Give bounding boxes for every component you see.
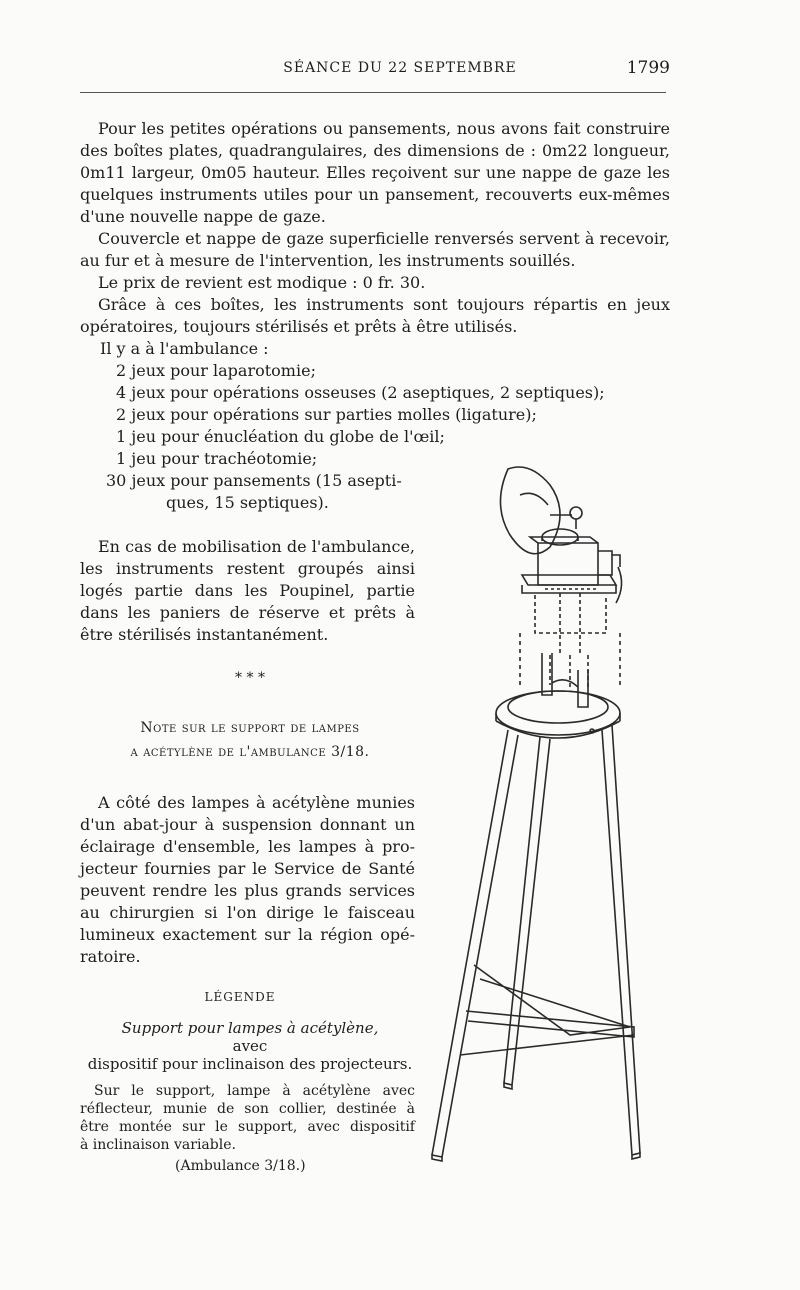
text-line: éclairage d'ensemble, les lampes à pro-	[80, 837, 415, 856]
legend-heading: LÉGENDE	[204, 990, 276, 1004]
text-line: quelques instruments utiles pour un pansement, recouverts eux-mêmes	[80, 185, 670, 204]
list-item: 2 jeux pour opérations sur parties molles (ligature);	[116, 405, 537, 424]
text-line: réflecteur, munie de son collier, destinée à	[80, 1101, 415, 1117]
note-title	[60, 716, 440, 764]
list-intro: Il y a à l'ambulance :	[100, 339, 269, 358]
text-line: dans les paniers de réserve et prêts à	[80, 603, 415, 622]
page-number: 1799	[626, 58, 670, 78]
text-line: être montée sur le support, avec dispositif	[80, 1119, 415, 1135]
text-line: ratoire.	[80, 947, 141, 966]
text-line: peuvent rendre les plus grands services	[80, 881, 415, 900]
list-item: ques, 15 septiques).	[166, 493, 329, 512]
text-line: Grâce à ces boîtes, les instruments sont toujours répartis en jeux	[98, 295, 670, 314]
note-title-line: a acétylène de l'ambulance 3/18.	[130, 744, 370, 760]
text-line: Pour les petites opérations ou pansements, nous avons fait construire	[98, 119, 670, 138]
list-item: 1 jeu pour énucléation du globe de l'œil;	[116, 427, 445, 446]
tripod-legs	[432, 725, 640, 1161]
legend-credit: (Ambulance 3/18.)	[175, 1158, 306, 1174]
paragraph-price	[98, 272, 670, 294]
list-item: 30 jeux pour pansements (15 asepti-	[106, 471, 402, 490]
lamp-stand-illustration	[420, 455, 650, 1175]
header-rule	[80, 92, 666, 93]
text-line: En cas de mobilisation de l'ambulance,	[98, 537, 415, 556]
text-line: à inclinaison variable.	[80, 1137, 236, 1153]
text-line: logés partie dans les Poupinel, partie	[80, 581, 415, 600]
text-line: au chirurgien si l'on dirige le faisceau	[80, 903, 415, 922]
list-item: 1 jeu pour trachéotomie;	[116, 449, 318, 468]
paragraph-boxes	[80, 118, 670, 228]
legend-caption-device: dispositif pour inclinaison des projecteurs.	[87, 1055, 413, 1073]
text-line: A côté des lampes à acétylène munies	[98, 793, 415, 812]
text-line: jecteur fournies par le Service de Santé	[80, 859, 415, 878]
text-line: d'une nouvelle nappe de gaze.	[80, 207, 326, 226]
paragraph-mobilisation	[80, 536, 415, 646]
legend-description	[80, 1082, 415, 1154]
text-line: les instruments restent groupés ainsi	[80, 559, 415, 578]
list-item: 4 jeux pour opérations osseuses (2 aseptiques, 2 septiques);	[116, 383, 605, 402]
section-separator: * * *	[235, 670, 265, 686]
inclination-bracket	[542, 653, 588, 707]
text-line: des boîtes plates, quadrangulaires, des dimensions de : 0m22 longueur,	[80, 141, 670, 160]
list-item: 2 jeux pour laparotomie;	[116, 361, 316, 380]
text-line: opératoires, toujours stérilisés et prêts à être utilisés.	[80, 317, 518, 336]
text-line: Le prix de revient est modique : 0 fr. 30.	[98, 273, 426, 292]
text-line: Sur le support, lampe à acétylène avec	[94, 1083, 415, 1099]
running-title: SÉANCE DU 22 SEPTEMBRE	[283, 60, 517, 76]
text-line: d'un abat-jour à suspension donnant un	[80, 815, 415, 834]
paragraph-lid	[80, 228, 670, 272]
paragraph-sets	[80, 294, 670, 338]
legend-caption-title: Support pour lampes à acétylène,	[121, 1019, 379, 1037]
text-line: au fur et à mesure de l'intervention, les instruments souillés.	[80, 251, 576, 270]
lamp-collar	[520, 537, 622, 690]
text-line: 0m11 largeur, 0m05 hauteur. Elles reçoivent sur une nappe de gaze les	[80, 163, 670, 182]
legend-caption-with: avec	[232, 1037, 268, 1055]
text-line: Couvercle et nappe de gaze superficielle renversés servent à recevoir,	[98, 229, 670, 248]
note-title-line: Note sur le support de lampes	[140, 720, 360, 736]
acetylene-lamp-reflector	[500, 467, 582, 554]
text-line: être stérilisés instantanément.	[80, 625, 329, 644]
note-paragraph	[80, 792, 415, 968]
text-line: lumineux exactement sur la région opé-	[80, 925, 415, 944]
